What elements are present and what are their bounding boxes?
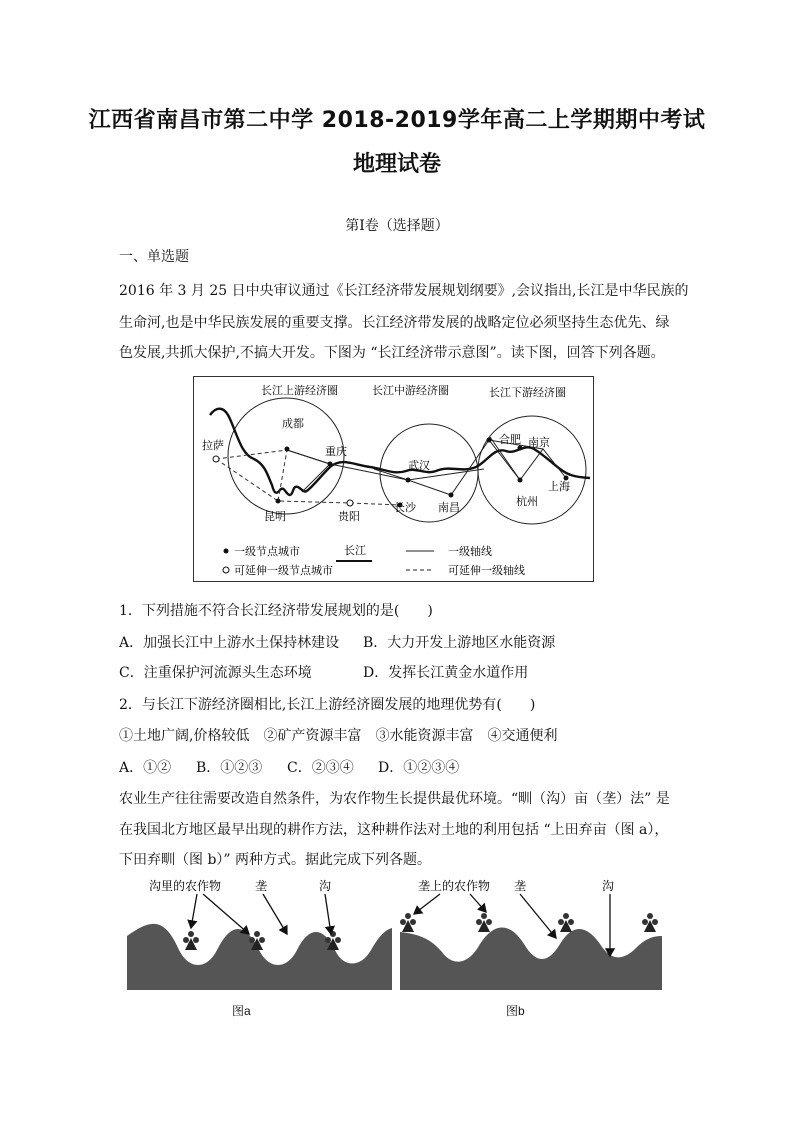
upper-circle-label: 长江上游经济圈 (261, 384, 338, 397)
city-label-nanjing: 南京 (528, 436, 550, 449)
city-node-chongqing (328, 462, 333, 467)
intro-line-1: 2016 年 3 月 25 日中央审议通过《长江经济带发展规划纲要》,会议指出,长江是中华民族的 (119, 283, 689, 299)
q2-statements: ①土地广阔,价格较低 ②矿产资源丰富 ③水能资源丰富 ④交通便利 (119, 728, 558, 744)
city-node-hefei (487, 438, 492, 443)
city-label-chongqing: 重庆 (325, 445, 347, 458)
intro-line-2: 生命河,也是中华民族发展的重要支撑。长江经济带发展的战略定位必须坚持生态优先、绿 (119, 315, 670, 331)
city-node-nanjing (518, 446, 523, 451)
middle-circle-label: 长江中游经济圈 (372, 384, 449, 397)
city-node-guiyang (347, 500, 353, 506)
farm-intro-line-1: 农业生产往往需要改造自然条件，为农作物生长提供最优环境。“甽（沟）亩（垄）法” 是 (119, 791, 670, 807)
question-2: 2．与长江下游经济圈相比,长江上游经济圈发展的地理优势有( ) (119, 697, 536, 713)
exam-subtitle: 地理试卷 (352, 152, 441, 177)
exam-title: 江西省南昌市第二中学 2018-2019学年高二上学期期中考试 (88, 108, 706, 133)
farm-intro-line-3: 下田弃甽（图 b）” 两种方式。据此完成下列各题。 (119, 852, 432, 868)
farm-intro-line-2: 在我国北方地区最早出现的耕作方法，这种耕作法对土地的利用包括 “上田弃亩（图 a）， (119, 822, 669, 838)
q2-option-d: D．①②③④ (378, 760, 460, 776)
city-node-lasa (213, 456, 219, 462)
crop-plant-b1-icon (400, 913, 416, 932)
city-node-chengdu (285, 447, 290, 452)
part-heading: 一、单选题 (119, 249, 189, 265)
city-label-wuhan: 武汉 (408, 459, 430, 472)
city-node-hangzhou (518, 478, 523, 483)
figure-a (127, 878, 392, 997)
city-node-kunming (276, 499, 281, 504)
legend-ext-axis-label: 可延伸一级轴线 (448, 564, 525, 577)
label-ridge-a: 垄 (255, 879, 268, 893)
legend-axis-label: 一级轴线 (448, 545, 492, 558)
legend-node-label: 一级节点城市 (234, 545, 300, 558)
city-node-wuhan (406, 478, 411, 483)
city-label-kunming: 昆明 (264, 510, 286, 523)
q1-option-a: A．加强长江中上游水土保持林建设 (119, 635, 340, 651)
q1-option-b: B．大力开发上游地区水能资源 (363, 635, 556, 651)
legend-ext-node-icon (223, 567, 229, 573)
intro-line-3: 色发展,共抓大保护,不搞大开发。下图为 “长江经济带示意图”。读下图，回答下列各题。 (119, 345, 665, 361)
yangtze-river (210, 409, 590, 495)
section-heading: 第Ⅰ卷（选择题） (345, 218, 449, 234)
crop-plant-b2-icon (476, 913, 492, 932)
city-label-hefei: 合肥 (499, 433, 521, 446)
city-label-shanghai: 上海 (548, 480, 570, 493)
city-label-chengdu: 成都 (282, 417, 304, 430)
legend-ext-node-label: 可延伸一级节点城市 (234, 564, 333, 577)
label-ditch-b: 沟 (602, 879, 615, 893)
lower-circle-label: 长江下游经济圈 (489, 386, 566, 399)
figure-b (400, 878, 662, 997)
q2-option-b: B．①②③ (196, 760, 263, 776)
city-label-guiyang: 贵阳 (338, 510, 360, 523)
legend-river-label: 长江 (344, 544, 366, 557)
q1-option-c: C．注重保护河流源头生态环境 (119, 665, 312, 681)
crop-plant-b4-icon (642, 913, 658, 932)
city-label-changsha: 长沙 (394, 501, 416, 514)
label-crop-on-ridge: 垄上的农作物 (418, 879, 491, 893)
label-crop-in-ditch: 沟里的农作物 (149, 879, 222, 893)
city-label-nanchang: 南昌 (438, 501, 460, 514)
q2-option-c: C．②③④ (287, 760, 354, 776)
q2-option-a: A．①② (119, 760, 172, 776)
legend-node-icon (224, 549, 229, 554)
city-label-lasa: 拉萨 (202, 439, 224, 452)
question-1: 1．下列措施不符合长江经济带发展规划的是( ) (119, 603, 433, 619)
crop-plant-b3-icon (558, 913, 574, 932)
caption-a: 图a (232, 1004, 251, 1018)
label-ditch-a: 沟 (319, 879, 332, 893)
yangtze-economic-belt-map (193, 376, 594, 582)
field-profile-b (400, 928, 662, 991)
q1-option-d: D．发挥长江黄金水道作用 (363, 665, 529, 681)
label-ridge-b: 垄 (514, 879, 527, 893)
crop-plant-a1-icon (183, 931, 199, 950)
city-label-hangzhou: 杭州 (516, 495, 538, 508)
city-node-nanchang (449, 493, 454, 498)
caption-b: 图b (506, 1004, 525, 1018)
